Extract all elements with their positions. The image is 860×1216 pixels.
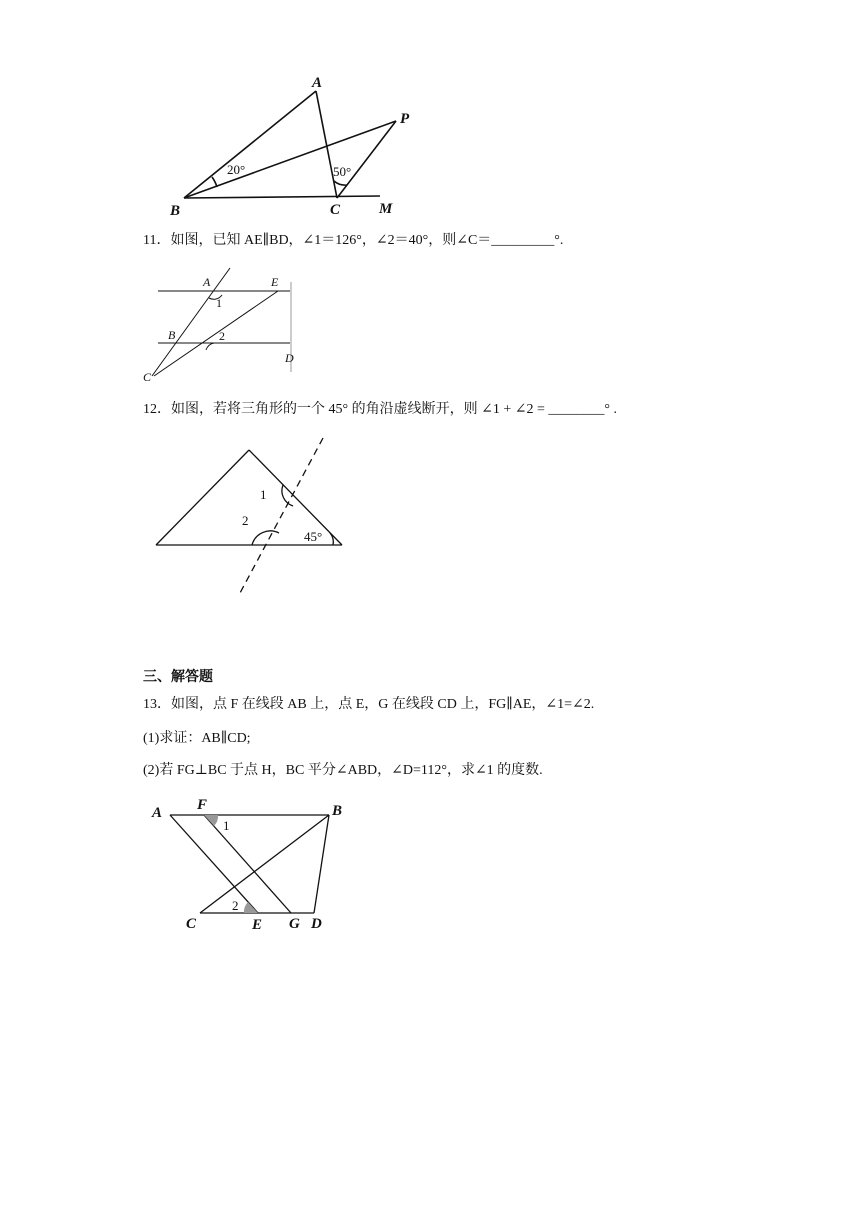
figure-parallel-ab-cd-svg (148, 795, 358, 940)
angle-label-1: 1 (260, 487, 267, 502)
label-g: G (289, 916, 300, 932)
question-12 (143, 401, 617, 419)
section-title: 三、解答题 (143, 669, 213, 685)
angle-arc-2 (206, 343, 214, 350)
cut-dashed-line (240, 438, 323, 593)
question-11-text: 如图，已知 AE∥BD，∠1＝126°，∠2＝40°，则∠C＝ (170, 233, 492, 248)
question-12-blank[interactable]: ________ (548, 402, 605, 417)
figure-triangle-abc-svg (160, 75, 430, 225)
angle-label-50: 50° (333, 164, 352, 179)
segment-ac (316, 91, 337, 198)
triangle-left-side (156, 450, 249, 545)
segment-bp (184, 121, 396, 198)
label-c: C (330, 202, 341, 218)
label-d: D (311, 916, 322, 932)
angle-arc-1 (282, 485, 293, 506)
angle-label-1: 1 (223, 818, 230, 833)
question-12-text: 如图，若将三角形的一个 45° 的角沿虚线断开，则 ∠1 + ∠2 = (171, 402, 545, 417)
question-13-part-1: (1)求证：AB∥CD; (143, 731, 251, 746)
angle-shade-2 (244, 902, 258, 913)
angle-label-20: 20° (227, 162, 246, 177)
angle-label-2: 2 (219, 329, 225, 343)
question-12-number: 12． (143, 402, 171, 417)
question-13-part-2: (2)若 FG⊥BC 于点 H，BC 平分∠ABD，∠D=112°，求∠1 的度数. (143, 763, 543, 778)
segment-ae (170, 815, 258, 913)
label-f: F (197, 797, 208, 813)
label-b: B (168, 328, 176, 342)
figure-parallel-ae-bd-svg (140, 262, 310, 387)
label-b: B (332, 803, 343, 819)
label-c: C (186, 916, 197, 932)
segment-bc (200, 815, 329, 913)
label-e: E (271, 275, 279, 289)
angle-arc-b (212, 177, 217, 187)
label-e: E (252, 917, 263, 933)
angle-label-2: 2 (232, 898, 239, 913)
segment-bd (314, 815, 329, 913)
label-p: P (400, 111, 410, 127)
segment-bm (184, 196, 380, 198)
figure-triangle-abc (160, 75, 430, 225)
segment-ba (184, 91, 316, 198)
angle-arc-c (334, 181, 347, 185)
label-a: A (203, 275, 211, 289)
angle-label-1: 1 (216, 296, 222, 310)
angle-shade-1 (204, 815, 218, 826)
angle-label-2: 2 (242, 513, 249, 528)
label-c: C (143, 370, 152, 384)
angle-label-45: 45° (304, 529, 323, 544)
angle-arc-2 (252, 531, 279, 545)
label-a: A (312, 75, 323, 91)
question-12-end: ° . (604, 402, 617, 417)
question-11-end: °. (554, 233, 564, 248)
question-11 (143, 232, 563, 250)
label-b: B (170, 203, 181, 219)
figure-cut-triangle-svg (150, 430, 360, 600)
question-13-stem: 13．如图，点 F 在线段 AB 上，点 E，G 在线段 CD 上，FG∥AE，∠1=∠2. (143, 697, 595, 712)
label-d: D (285, 351, 294, 365)
segment-fg (204, 815, 291, 913)
figure-parallel-ae-bd (140, 262, 310, 387)
label-a: A (152, 805, 163, 821)
figure-cut-triangle (150, 430, 360, 600)
label-m: M (379, 201, 393, 217)
line-ac (152, 268, 230, 376)
question-11-number: 11． (143, 233, 171, 248)
question-11-blank[interactable]: _________ (491, 233, 555, 248)
figure-parallel-ab-cd (148, 795, 358, 940)
